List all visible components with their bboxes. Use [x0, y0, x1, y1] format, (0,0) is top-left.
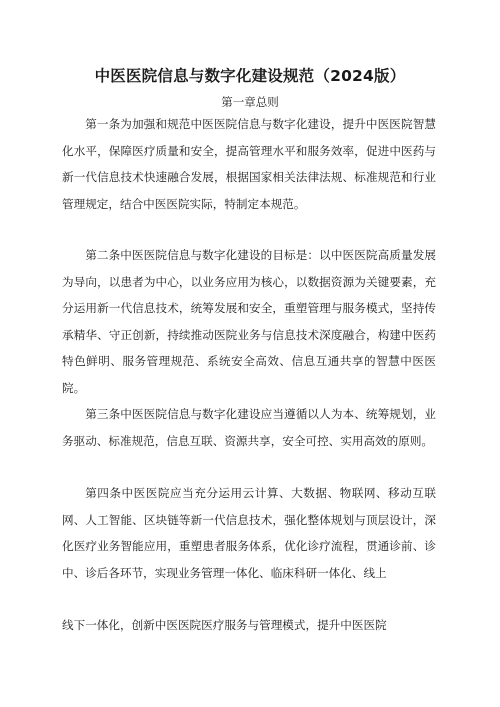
article-2-paragraph: 第二条中医医院信息与数字化建设的目标是：以中医医院高质量发展为导向，以患者为中心，以业务应用为核心，以数据资源为关键要素，充分运用新一代信息技术，统筹发展和安全，重塑管理与服务模式，坚持传承精华、守正创新，持续推动医院业务与信息技术深度融合，构建中医药特色鲜明、服务管理规范、系统安全高效、信息互通共享的智慧中医医院。: [62, 248, 436, 395]
article-3-paragraph: 第三条中医医院信息与数字化建设应当遵循以人为本、统筹规划，业务驱动、标准规范，信息互联、资源共享，安全可控、实用高效的原则。: [62, 407, 436, 448]
continuation-paragraph: 线下一体化，创新中医医院医疗服务与管理模式，提升中医医院: [62, 618, 387, 632]
article-4-paragraph: 第四条中医医院应当充分运用云计算、大数据、物联网、移动互联网、人工智能、区块链等新一代信息技术，强化整体规划与顶层设计，深化医疗业务智能应用，重塑患者服务体系，优化诊疗流程，贯通诊前、诊中、诊后各环节，实现业务管理一体化、临床科研一体化、线上: [62, 486, 436, 580]
document-title: 中医医院信息与数字化建设规范（2024版）: [94, 67, 406, 85]
article-1-paragraph: 第一条为加强和规范中医医院信息与数字化建设，提升中医医院智慧化水平，保障医疗质量和安全，提高管理水平和服务效率，促进中医药与新一代信息技术快速融合发展，根据国家相关法律法规、标准规范和行业管理规定，结合中医医院实际，特制定本规范。: [62, 117, 436, 211]
chapter-heading: 第一章总则: [221, 95, 279, 109]
